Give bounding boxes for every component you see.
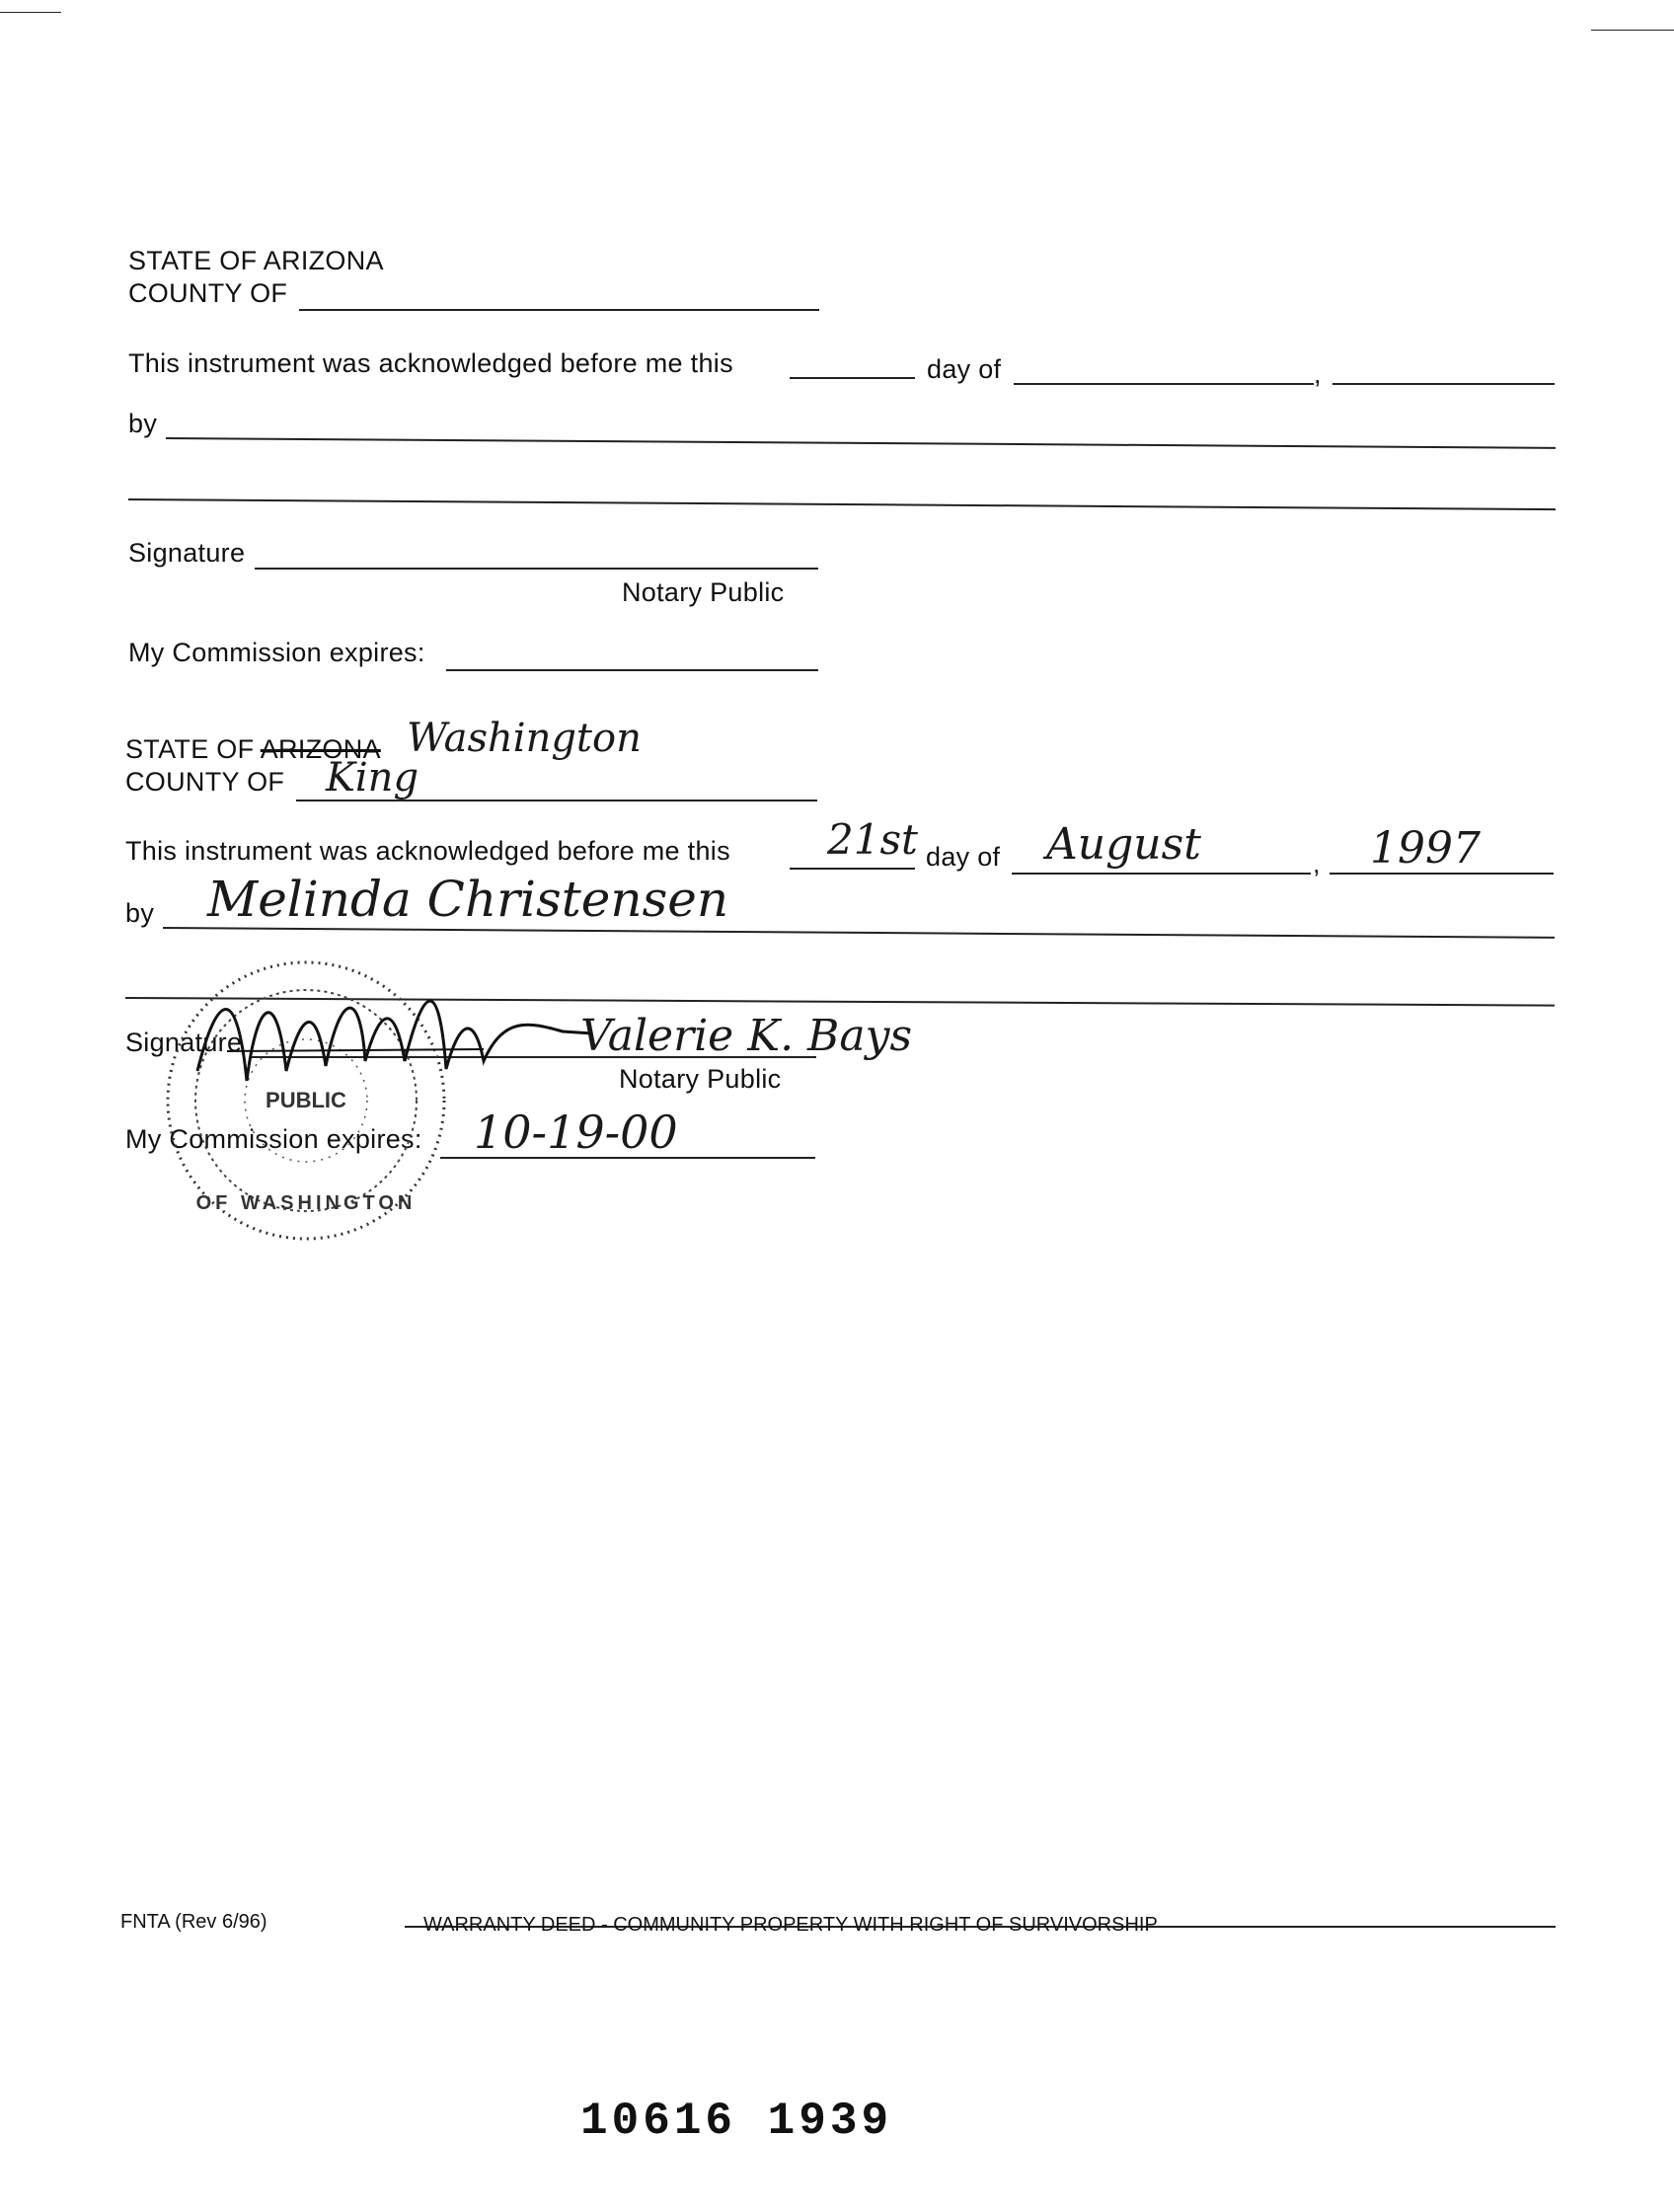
- document-number: 10616 1939: [580, 2096, 893, 2147]
- state-struck-arizona: ARIZONA: [260, 734, 381, 764]
- notary-name-handwritten: Valerie K. Bays: [580, 1011, 913, 1061]
- notary-public-label-filled: Notary Public: [619, 1064, 782, 1094]
- day-handwritten: 21st: [827, 815, 918, 864]
- date-comma-filled: ,: [1313, 849, 1321, 878]
- county-label-filled: COUNTY OF: [125, 767, 285, 797]
- svg-text:OF WASHINGTON: OF WASHINGTON: [195, 1192, 417, 1214]
- notary-public-label: Notary Public: [622, 577, 785, 607]
- by-label-filled: by: [125, 898, 155, 928]
- year-handwritten: 1997: [1370, 823, 1481, 874]
- svg-text:PUBLIC: PUBLIC: [266, 1088, 346, 1112]
- commission-handwritten: 10-19-00: [474, 1106, 678, 1159]
- scan-edge-mark-left: [0, 12, 61, 13]
- acknowledgment-text: This instrument was acknowledged before me this: [128, 348, 733, 378]
- month-handwritten: August: [1046, 819, 1201, 870]
- day-field-line[interactable]: [790, 377, 915, 379]
- commission-label-filled: My Commission expires:: [125, 1124, 422, 1154]
- by-label: by: [128, 409, 158, 438]
- by-field-line-2[interactable]: [128, 498, 1556, 510]
- month-field-line[interactable]: [1014, 383, 1314, 385]
- day-field-line-filled[interactable]: [790, 868, 915, 870]
- form-id: FNTA (Rev 6/96): [120, 1911, 267, 1933]
- day-of-label: day of: [927, 354, 1002, 384]
- acknowledgment-text-filled: This instrument was acknowledged before me this: [125, 836, 730, 866]
- day-of-label-filled: day of: [926, 842, 1001, 872]
- county-handwritten: King: [326, 755, 419, 801]
- signature-label-filled: Signature: [125, 1028, 243, 1057]
- signature-label: Signature: [128, 538, 246, 568]
- notary-signature-scribble: [188, 962, 602, 1110]
- county-label: COUNTY OF: [128, 278, 288, 308]
- state-label: STATE OF ARIZONA: [128, 246, 384, 275]
- scan-edge-mark-right: [1591, 30, 1674, 31]
- state-prefix: STATE OF: [125, 734, 255, 764]
- commission-field-line[interactable]: [446, 669, 818, 671]
- state-handwritten: Washington: [407, 716, 642, 761]
- commission-label: My Commission expires:: [128, 638, 425, 667]
- form-title: WARRANTY DEED - COMMUNITY PROPERTY WITH RIGHT OF SURVIVORSHIP: [423, 1914, 1158, 1936]
- by-handwritten: Melinda Christensen: [207, 871, 729, 928]
- month-field-line-filled[interactable]: [1012, 873, 1311, 875]
- by-field-line[interactable]: [166, 437, 1556, 449]
- year-field-line[interactable]: [1332, 383, 1555, 385]
- county-field-line[interactable]: [299, 309, 819, 311]
- date-comma: ,: [1314, 359, 1322, 389]
- signature-field-line[interactable]: [255, 568, 818, 570]
